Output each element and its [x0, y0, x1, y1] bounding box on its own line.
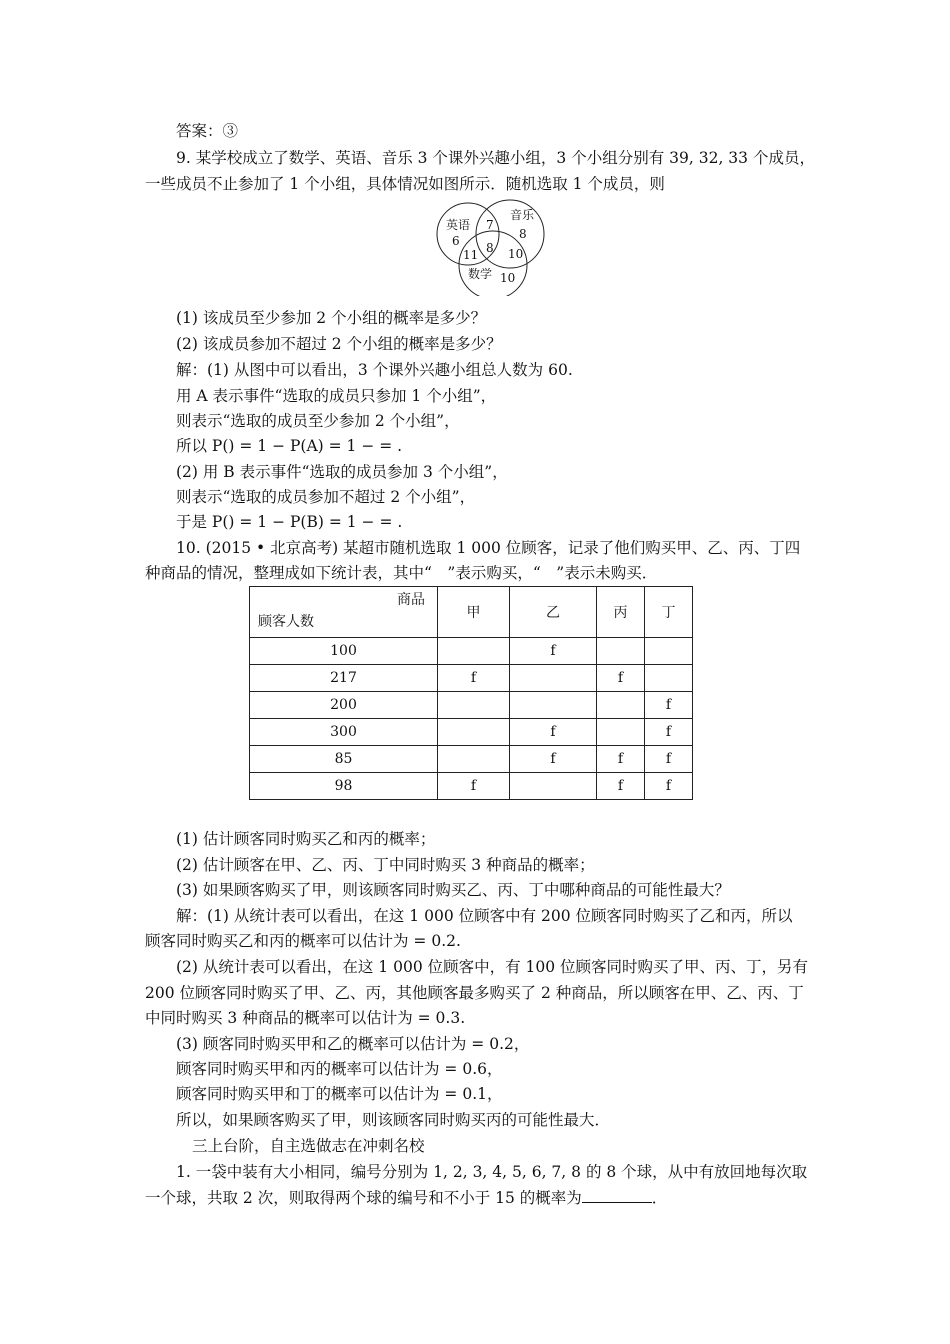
q10-solution-8: 顾客同时购买甲和丁的概率可以估计为 = 0.1，: [176, 1085, 503, 1103]
cell: f: [597, 773, 645, 800]
cell: f: [645, 773, 693, 800]
row-count: 200: [250, 692, 438, 719]
cell: [510, 692, 597, 719]
music-only-count: 8: [519, 227, 527, 241]
english-music-count: 7: [486, 218, 494, 232]
all-three-count: 8: [486, 241, 494, 255]
q10-solution-2: 顾客同时购买乙和丙的概率可以估计为 = 0.2.: [145, 932, 461, 950]
q1-stem-line-2-wrap: [145, 1187, 667, 1209]
cell: [438, 746, 510, 773]
q10-part-2: (2) 估计顾客在甲、乙、丙、丁中同时购买 3 种商品的概率；: [176, 856, 595, 874]
q9-stem-line-1: 9. 某学校成立了数学、英语、音乐 3 个课外兴趣小组，3 个小组分别有 39, 32, 33 个成员，: [176, 149, 815, 167]
q9-solution-2: 用 A 表示事件“选取的成员只参加 1 个小组”，: [176, 387, 497, 405]
cell: [645, 665, 693, 692]
q9-solution-7: 于是 P() = 1 − P(B) = 1 − = .: [176, 513, 403, 531]
row-count: 217: [250, 665, 438, 692]
cell: f: [438, 665, 510, 692]
cell: [510, 665, 597, 692]
q9-solution-6: 则表示“选取的成员参加不超过 2 个小组”，: [176, 488, 476, 506]
table-row: [250, 746, 693, 773]
q10-part-3: (3) 如果顾客购买了甲，则该顾客同时购买乙、丙、丁中哪种商品的可能性最大？: [176, 881, 730, 899]
english-only-count: 6: [452, 234, 460, 248]
cell: [645, 638, 693, 665]
header-ding: 丁: [645, 587, 693, 638]
music-label: 音乐: [510, 208, 535, 222]
table-row: [250, 665, 693, 692]
q10-solution-5: 中同时购买 3 种商品的概率可以估计为 = 0.3.: [145, 1009, 466, 1027]
cell: f: [438, 773, 510, 800]
q9-part-1: (1) 该成员至少参加 2 个小组的概率是多少？: [176, 309, 487, 327]
cell: f: [645, 719, 693, 746]
q10-stem-line-1: 10. (2015 • 北京高考) 某超市随机选取 1 000 位顾客，记录了他们购买甲、乙、丙、丁四: [176, 539, 801, 557]
q10-solution-1: 解：(1) 从统计表可以看出，在这 1 000 位顾客中有 200 位顾客同时购买了乙和丙，所以: [176, 907, 793, 925]
q9-stem-line-2: 一些成员不止参加了 1 个小组，具体情况如图所示．随机选取 1 个成员，则: [145, 175, 665, 193]
corner-goods-label: 商品: [397, 592, 425, 608]
answer-line: 答案：③: [176, 122, 239, 140]
cell: f: [645, 746, 693, 773]
q10-solution-4: 200 位顾客同时购买了甲、乙、丙，其他顾客最多购买了 2 种商品，所以顾客在甲、乙、丙、丁: [145, 984, 804, 1002]
header-yi: 乙: [510, 587, 597, 638]
q9-solution-4: 所以 P() = 1 − P(A) = 1 − = .: [176, 437, 403, 455]
q1-stem-line-2: 一个球，共取 2 次，则取得两个球的编号和不小于 15 的概率为: [145, 1189, 582, 1207]
corner-customers-label: 顾客人数: [258, 614, 314, 630]
cell: f: [510, 719, 597, 746]
table-corner-cell: [250, 587, 438, 638]
table-row: [250, 692, 693, 719]
q10-solution-7: 顾客同时购买甲和丙的概率可以估计为 = 0.6，: [176, 1060, 503, 1078]
q10-solution-6: (3) 顾客同时购买甲和乙的概率可以估计为 = 0.2，: [176, 1035, 530, 1053]
answer-blank[interactable]: [582, 1188, 652, 1203]
row-count: 98: [250, 773, 438, 800]
cell: f: [597, 665, 645, 692]
cell: f: [510, 638, 597, 665]
english-label: 英语: [446, 218, 471, 232]
header-jia: 甲: [438, 587, 510, 638]
table-row: [250, 719, 693, 746]
math-only-count: 10: [500, 271, 516, 285]
cell: f: [510, 746, 597, 773]
cell: [597, 638, 645, 665]
section-heading: 三上台阶，自主选做志在冲刺名校: [192, 1137, 425, 1155]
cell: f: [645, 692, 693, 719]
row-count: 85: [250, 746, 438, 773]
music-math-count: 10: [508, 247, 524, 261]
cell: [438, 692, 510, 719]
q10-part-1: (1) 估计顾客同时购买乙和丙的概率；: [176, 830, 436, 848]
table-row: [250, 773, 693, 800]
english-math-count: 11: [463, 248, 479, 262]
q10-solution-3: (2) 从统计表可以看出，在这 1 000 位顾客中，有 100 位顾客同时购买了甲、丙、丁，另有: [176, 958, 809, 976]
q9-solution-1: 解：(1) 从图中可以看出，3 个课外兴趣小组总人数为 60.: [176, 361, 573, 379]
q1-stem-end: ．: [651, 1189, 668, 1207]
table-row: [250, 638, 693, 665]
venn-diagram: [430, 196, 550, 296]
cell: [438, 719, 510, 746]
q9-solution-3: 则表示“选取的成员至少参加 2 个小组”，: [176, 412, 460, 430]
cell: [597, 719, 645, 746]
q9-solution-5: (2) 用 B 表示事件“选取的成员参加 3 个小组”，: [176, 463, 508, 481]
q10-stem-line-2: 种商品的情况，整理成如下统计表，其中“ ”表示购买，“ ”表示未购买．: [145, 564, 658, 582]
math-label: 数学: [468, 267, 493, 281]
cell: [597, 692, 645, 719]
cell: [510, 773, 597, 800]
row-count: 100: [250, 638, 438, 665]
q10-solution-9: 所以，如果顾客购买了甲，则该顾客同时购买丙的可能性最大．: [176, 1111, 611, 1129]
q1-stem-line-1: 1. 一袋中装有大小相同，编号分别为 1, 2, 3, 4, 5, 6, 7, 8 的 8 个球，从中有放回地每次取: [176, 1163, 808, 1181]
cell: [438, 638, 510, 665]
purchase-stat-table: [249, 586, 693, 800]
header-bing: 丙: [597, 587, 645, 638]
row-count: 300: [250, 719, 438, 746]
table-header-row: [250, 587, 693, 638]
cell: f: [597, 746, 645, 773]
q9-part-2: (2) 该成员参加不超过 2 个小组的概率是多少？: [176, 335, 502, 353]
